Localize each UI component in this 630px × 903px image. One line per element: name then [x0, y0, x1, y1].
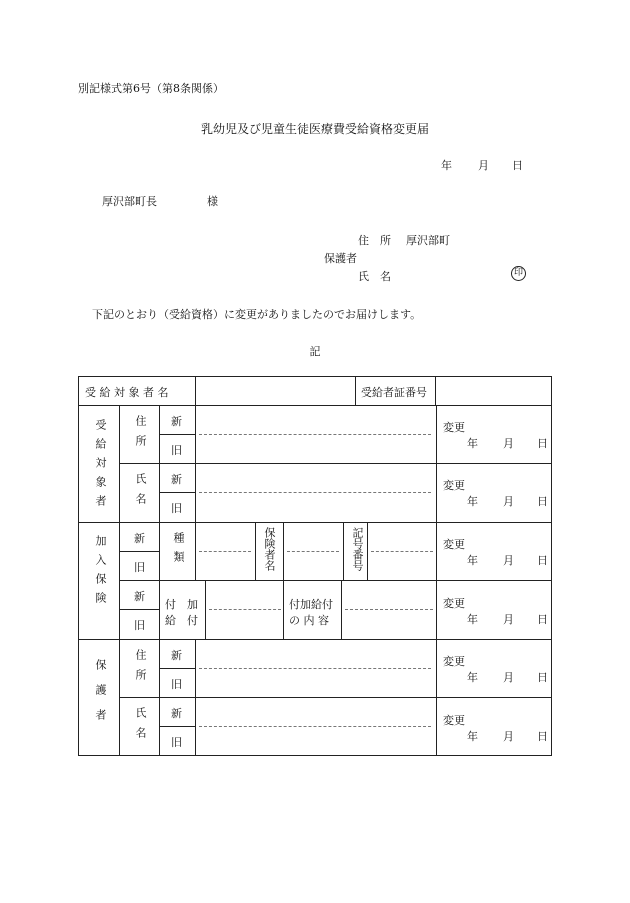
addressee-name: 厚沢部町長 [102, 195, 157, 208]
section-divider [79, 639, 551, 640]
column-divider [341, 580, 342, 639]
subgroup-divider [119, 463, 551, 464]
change-label: 変更 [443, 538, 465, 551]
new-old-divider [159, 492, 195, 493]
new-label: 新 [134, 590, 145, 603]
column-divider [195, 639, 196, 755]
change-day: 日 [537, 730, 548, 743]
change-year: 年 [467, 554, 478, 567]
recipient-name-label: 受 給 対 象 者 名 [85, 386, 169, 399]
subgroup-divider [119, 697, 551, 698]
change-year: 年 [467, 437, 478, 450]
change-day: 日 [537, 671, 548, 684]
change-year: 年 [467, 671, 478, 684]
benefit-content-label-line1: 付加給付 [289, 598, 333, 611]
benefit-label-line2: 給 付 [165, 614, 198, 627]
column-divider [119, 405, 120, 755]
change-day: 日 [537, 495, 548, 508]
new-label: 新 [171, 473, 182, 486]
new-label: 新 [171, 649, 182, 662]
seal-mark: 印 [511, 266, 526, 281]
guardian-section-label: 保護者 [94, 659, 107, 734]
change-year: 年 [467, 613, 478, 626]
change-label: 変更 [443, 421, 465, 434]
change-month: 月 [503, 671, 514, 684]
new-old-divider [159, 726, 195, 727]
entry-line [287, 551, 339, 552]
entry-line [199, 492, 431, 493]
guardian-label: 保護者 [324, 252, 357, 265]
cert-number-field[interactable] [441, 382, 549, 400]
column-divider [195, 405, 196, 522]
guardian-address-label: 住所 [134, 649, 147, 689]
column-divider [205, 580, 206, 639]
entry-line [199, 668, 431, 669]
section-divider [79, 522, 551, 523]
symbol-number-label: 記号番号 [351, 527, 364, 571]
entry-line [199, 726, 431, 727]
recipient-address-label: 住所 [134, 415, 147, 455]
change-month: 月 [503, 554, 514, 567]
column-divider [195, 522, 196, 580]
recipient-name-row-label: 氏名 [134, 473, 147, 513]
date-month: 月 [478, 159, 489, 172]
recipient-name-field[interactable] [203, 382, 351, 400]
new-old-divider [119, 609, 159, 610]
old-label: 旧 [134, 619, 145, 632]
insurer-label: 保険者名 [263, 527, 276, 571]
column-divider [195, 377, 196, 405]
form-number: 別記様式第6号（第8条関係） [78, 82, 224, 95]
new-old-divider [119, 551, 159, 552]
addressee-honorific: 様 [207, 195, 218, 208]
benefit-content-label-line2: の 内 容 [289, 614, 329, 627]
entry-line [199, 434, 431, 435]
insurance-section-label: 加入保険 [94, 535, 107, 611]
change-form-table [78, 376, 552, 756]
old-label: 旧 [171, 502, 182, 515]
ki-label: 記 [309, 345, 321, 358]
entry-line [345, 609, 433, 610]
column-divider [436, 405, 437, 755]
change-month: 月 [503, 495, 514, 508]
address-value: 厚沢部町 [406, 234, 450, 247]
type-label: 種類 [172, 532, 185, 570]
entry-line [199, 551, 251, 552]
row-divider [79, 405, 551, 406]
column-divider [355, 377, 356, 405]
change-label: 変更 [443, 597, 465, 610]
change-day: 日 [537, 437, 548, 450]
old-label: 旧 [171, 736, 182, 749]
date-day: 日 [512, 159, 523, 172]
change-month: 月 [503, 437, 514, 450]
column-divider [255, 522, 256, 580]
column-divider [435, 377, 436, 405]
old-label: 旧 [134, 561, 145, 574]
entry-line [209, 609, 281, 610]
benefit-label-line1: 付 加 [165, 598, 198, 611]
change-label: 変更 [443, 655, 465, 668]
new-label: 新 [171, 707, 182, 720]
date-year: 年 [441, 159, 452, 172]
column-divider [159, 405, 160, 755]
column-divider [283, 580, 284, 639]
change-label: 変更 [443, 714, 465, 727]
change-month: 月 [503, 613, 514, 626]
old-label: 旧 [171, 678, 182, 691]
change-month: 月 [503, 730, 514, 743]
column-divider [283, 522, 284, 580]
form-title: 乳幼児及び児童生徒医療費受給資格変更届 [200, 122, 429, 136]
change-year: 年 [467, 495, 478, 508]
recipient-section-label: 受給対象者 [94, 419, 107, 514]
cert-number-label: 受給者証番号 [361, 386, 427, 399]
entry-line [371, 551, 433, 552]
change-label: 変更 [443, 479, 465, 492]
change-day: 日 [537, 554, 548, 567]
old-label: 旧 [171, 444, 182, 457]
address-label: 住 所 [358, 234, 391, 247]
new-label: 新 [134, 532, 145, 545]
new-label: 新 [171, 415, 182, 428]
intro-text: 下記のとおり（受給資格）に変更がありましたのでお届けします。 [92, 308, 422, 321]
subgroup-divider [119, 580, 551, 581]
new-old-divider [159, 434, 195, 435]
column-divider [367, 522, 368, 580]
column-divider [343, 522, 344, 580]
change-day: 日 [537, 613, 548, 626]
guardian-name-label: 氏名 [134, 707, 147, 747]
new-old-divider [159, 668, 195, 669]
change-year: 年 [467, 730, 478, 743]
name-label: 氏 名 [358, 270, 391, 283]
